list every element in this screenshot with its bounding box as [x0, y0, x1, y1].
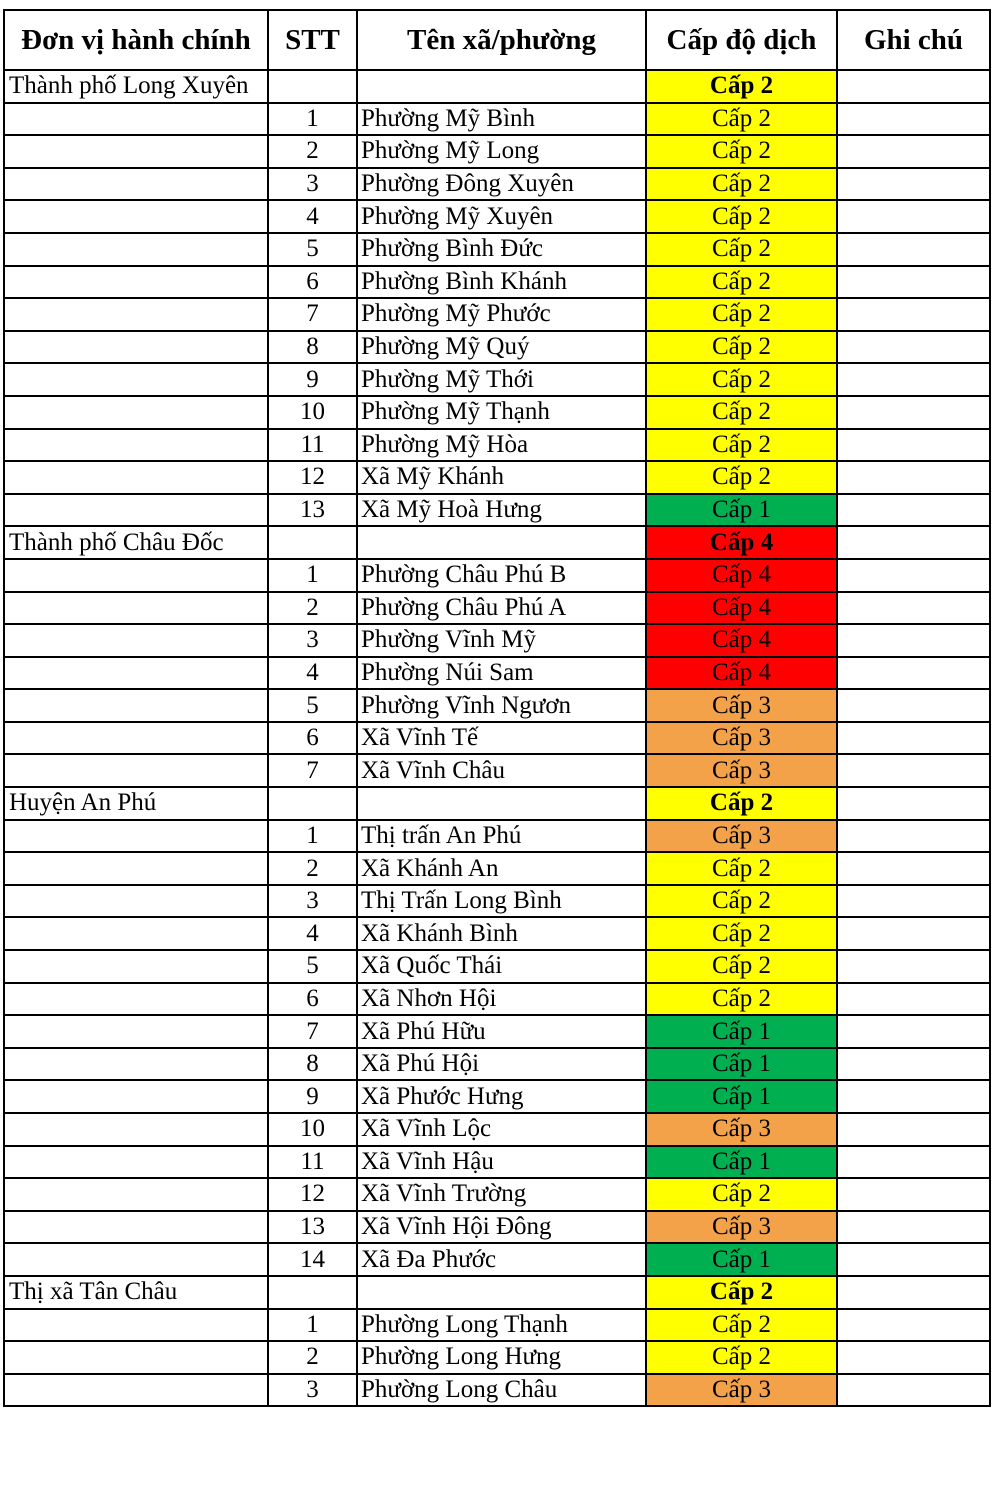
- table-row: [4, 103, 990, 136]
- table-row: [4, 1309, 990, 1342]
- commune-name-cell: Phường Đông Xuyên: [357, 168, 646, 201]
- admin-unit-cell: [4, 331, 268, 364]
- note-cell: [837, 233, 990, 266]
- table-row: [4, 135, 990, 168]
- epidemic-level-cell: Cấp 2: [646, 983, 837, 1016]
- note-cell: [837, 1015, 990, 1048]
- commune-name-cell: Xã Phước Hưng: [357, 1080, 646, 1113]
- table-row: [4, 429, 990, 462]
- epidemic-level-cell: Cấp 4: [646, 592, 837, 625]
- commune-name-cell: Phường Mỹ Xuyên: [357, 200, 646, 233]
- header-row: [4, 10, 990, 70]
- epidemic-level-cell: Cấp 2: [646, 233, 837, 266]
- commune-name-cell: Phường Vĩnh Ngươn: [357, 689, 646, 722]
- commune-name-cell: Phường Vĩnh Mỹ: [357, 624, 646, 657]
- note-cell: [837, 722, 990, 755]
- admin-unit-cell: [4, 1080, 268, 1113]
- commune-name-cell: Xã Nhơn Hội: [357, 983, 646, 1016]
- epidemic-level-cell: Cấp 1: [646, 1243, 837, 1276]
- stt-cell: 5: [268, 950, 357, 983]
- note-cell: [837, 494, 990, 527]
- table-row: [4, 1341, 990, 1374]
- group-row: [4, 526, 990, 559]
- table-row: [4, 363, 990, 396]
- table-row: [4, 1374, 990, 1407]
- commune-name-cell: Phường Mỹ Thạnh: [357, 396, 646, 429]
- admin-unit-cell: [4, 396, 268, 429]
- epidemic-level-cell: Cấp 2: [646, 1309, 837, 1342]
- admin-unit-cell: [4, 298, 268, 331]
- admin-unit-cell: [4, 1146, 268, 1179]
- header-commune-name: Tên xã/phường: [357, 10, 646, 70]
- table-row: [4, 950, 990, 983]
- stt-cell: 3: [268, 885, 357, 918]
- admin-unit-cell: [4, 917, 268, 950]
- table-row: [4, 1178, 990, 1211]
- commune-name-cell: Xã Khánh An: [357, 852, 646, 885]
- table-row: [4, 1015, 990, 1048]
- stt-cell: 7: [268, 1015, 357, 1048]
- admin-unit-cell: [4, 592, 268, 625]
- note-cell: [837, 429, 990, 462]
- table-row: [4, 983, 990, 1016]
- table-row: [4, 592, 990, 625]
- admin-unit-cell: [4, 1309, 268, 1342]
- epidemic-level-cell: Cấp 3: [646, 1374, 837, 1407]
- admin-unit-cell: [4, 1243, 268, 1276]
- commune-name-cell: Phường Bình Khánh: [357, 266, 646, 299]
- epidemic-level-table: [3, 9, 991, 1407]
- admin-unit-cell: [4, 494, 268, 527]
- table-row: [4, 331, 990, 364]
- note-cell: [837, 852, 990, 885]
- epidemic-level-cell: Cấp 2: [646, 885, 837, 918]
- note-cell: [837, 1178, 990, 1211]
- epidemic-level-cell: Cấp 2: [646, 852, 837, 885]
- note-cell: [837, 657, 990, 690]
- note-cell: [837, 103, 990, 136]
- stt-cell: 8: [268, 1048, 357, 1081]
- commune-name-cell: Phường Mỹ Long: [357, 135, 646, 168]
- stt-cell: 12: [268, 461, 357, 494]
- commune-name-cell: Phường Châu Phú A: [357, 592, 646, 625]
- epidemic-level-cell: Cấp 3: [646, 820, 837, 853]
- note-cell: [837, 331, 990, 364]
- epidemic-level-cell: Cấp 2: [646, 168, 837, 201]
- commune-name-cell: [357, 70, 646, 103]
- table-row: [4, 917, 990, 950]
- table-row: [4, 657, 990, 690]
- stt-cell: [268, 70, 357, 103]
- note-cell: [837, 624, 990, 657]
- table-row: [4, 689, 990, 722]
- commune-name-cell: Phường Long Châu: [357, 1374, 646, 1407]
- epidemic-level-cell: Cấp 4: [646, 657, 837, 690]
- admin-unit-cell: [4, 1113, 268, 1146]
- commune-name-cell: Xã Vĩnh Trường: [357, 1178, 646, 1211]
- header-epidemic-level: Cấp độ dịch: [646, 10, 837, 70]
- commune-name-cell: [357, 526, 646, 559]
- epidemic-level-cell: Cấp 2: [646, 70, 837, 103]
- admin-unit-cell: [4, 1211, 268, 1244]
- table-row: [4, 298, 990, 331]
- table-row: [4, 266, 990, 299]
- epidemic-level-cell: Cấp 2: [646, 200, 837, 233]
- note-cell: [837, 983, 990, 1016]
- note-cell: [837, 1113, 990, 1146]
- stt-cell: 1: [268, 1309, 357, 1342]
- commune-name-cell: Phường Mỹ Phước: [357, 298, 646, 331]
- stt-cell: [268, 787, 357, 820]
- commune-name-cell: Xã Vĩnh Lộc: [357, 1113, 646, 1146]
- stt-cell: 4: [268, 200, 357, 233]
- note-cell: [837, 200, 990, 233]
- epidemic-level-cell: Cấp 3: [646, 689, 837, 722]
- commune-name-cell: Phường Mỹ Thới: [357, 363, 646, 396]
- stt-cell: 1: [268, 559, 357, 592]
- epidemic-level-cell: Cấp 2: [646, 396, 837, 429]
- admin-unit-cell: [4, 266, 268, 299]
- note-cell: [837, 917, 990, 950]
- note-cell: [837, 135, 990, 168]
- epidemic-level-cell: Cấp 2: [646, 363, 837, 396]
- epidemic-level-cell: Cấp 3: [646, 1211, 837, 1244]
- note-cell: [837, 1211, 990, 1244]
- epidemic-level-cell: Cấp 2: [646, 1178, 837, 1211]
- header-admin-unit: Đơn vị hành chính: [4, 10, 268, 70]
- note-cell: [837, 298, 990, 331]
- epidemic-level-cell: Cấp 3: [646, 1113, 837, 1146]
- table-row: [4, 820, 990, 853]
- stt-cell: 5: [268, 233, 357, 266]
- stt-cell: 9: [268, 1080, 357, 1113]
- epidemic-level-cell: Cấp 1: [646, 1146, 837, 1179]
- admin-unit-cell: [4, 950, 268, 983]
- stt-cell: 12: [268, 1178, 357, 1211]
- commune-name-cell: [357, 1276, 646, 1309]
- stt-cell: 6: [268, 266, 357, 299]
- commune-name-cell: Phường Mỹ Quý: [357, 331, 646, 364]
- group-row: [4, 787, 990, 820]
- admin-unit-cell: [4, 657, 268, 690]
- note-cell: [837, 559, 990, 592]
- commune-name-cell: Phường Long Hưng: [357, 1341, 646, 1374]
- commune-name-cell: Phường Châu Phú B: [357, 559, 646, 592]
- stt-cell: 11: [268, 429, 357, 462]
- stt-cell: 8: [268, 331, 357, 364]
- note-cell: [837, 70, 990, 103]
- epidemic-level-cell: Cấp 2: [646, 331, 837, 364]
- stt-cell: 2: [268, 592, 357, 625]
- group-row: [4, 70, 990, 103]
- commune-name-cell: Xã Mỹ Khánh: [357, 461, 646, 494]
- stt-cell: [268, 526, 357, 559]
- commune-name-cell: Xã Mỹ Hoà Hưng: [357, 494, 646, 527]
- stt-cell: 6: [268, 722, 357, 755]
- table-row: [4, 885, 990, 918]
- epidemic-level-cell: Cấp 2: [646, 429, 837, 462]
- note-cell: [837, 950, 990, 983]
- epidemic-level-cell: Cấp 3: [646, 754, 837, 787]
- epidemic-level-cell: Cấp 2: [646, 135, 837, 168]
- epidemic-level-cell: Cấp 2: [646, 266, 837, 299]
- note-cell: [837, 787, 990, 820]
- note-cell: [837, 689, 990, 722]
- stt-cell: 6: [268, 983, 357, 1016]
- commune-name-cell: [357, 787, 646, 820]
- header-note: Ghi chú: [837, 10, 990, 70]
- table-body: [4, 70, 990, 1406]
- note-cell: [837, 461, 990, 494]
- stt-cell: 2: [268, 1341, 357, 1374]
- epidemic-level-cell: Cấp 3: [646, 722, 837, 755]
- admin-unit-cell: [4, 363, 268, 396]
- commune-name-cell: Xã Vĩnh Tế: [357, 722, 646, 755]
- admin-unit-cell: [4, 135, 268, 168]
- table-row: [4, 168, 990, 201]
- admin-unit-cell: Thị xã Tân Châu: [4, 1276, 268, 1309]
- admin-unit-cell: Thành phố Long Xuyên: [4, 70, 268, 103]
- epidemic-level-cell: Cấp 4: [646, 624, 837, 657]
- stt-cell: [268, 1276, 357, 1309]
- commune-name-cell: Phường Long Thạnh: [357, 1309, 646, 1342]
- stt-cell: 13: [268, 494, 357, 527]
- stt-cell: 3: [268, 624, 357, 657]
- stt-cell: 9: [268, 363, 357, 396]
- epidemic-level-cell: Cấp 2: [646, 1276, 837, 1309]
- stt-cell: 4: [268, 917, 357, 950]
- note-cell: [837, 1374, 990, 1407]
- note-cell: [837, 396, 990, 429]
- epidemic-level-cell: Cấp 2: [646, 1341, 837, 1374]
- admin-unit-cell: [4, 722, 268, 755]
- stt-cell: 1: [268, 820, 357, 853]
- epidemic-level-sheet: [3, 9, 991, 1407]
- commune-name-cell: Xã Vĩnh Hội Đông: [357, 1211, 646, 1244]
- epidemic-level-cell: Cấp 1: [646, 1048, 837, 1081]
- note-cell: [837, 754, 990, 787]
- commune-name-cell: Thị Trấn Long Bình: [357, 885, 646, 918]
- epidemic-level-cell: Cấp 1: [646, 1015, 837, 1048]
- epidemic-level-cell: Cấp 4: [646, 526, 837, 559]
- admin-unit-cell: [4, 1374, 268, 1407]
- admin-unit-cell: [4, 754, 268, 787]
- stt-cell: 3: [268, 1374, 357, 1407]
- table-row: [4, 494, 990, 527]
- table-row: [4, 396, 990, 429]
- admin-unit-cell: [4, 820, 268, 853]
- table-row: [4, 1211, 990, 1244]
- commune-name-cell: Xã Quốc Thái: [357, 950, 646, 983]
- table-row: [4, 200, 990, 233]
- admin-unit-cell: Huyện An Phú: [4, 787, 268, 820]
- note-cell: [837, 1309, 990, 1342]
- admin-unit-cell: [4, 1048, 268, 1081]
- table-row: [4, 624, 990, 657]
- commune-name-cell: Xã Vĩnh Hậu: [357, 1146, 646, 1179]
- note-cell: [837, 820, 990, 853]
- table-row: [4, 1048, 990, 1081]
- epidemic-level-cell: Cấp 1: [646, 494, 837, 527]
- note-cell: [837, 885, 990, 918]
- table-row: [4, 559, 990, 592]
- stt-cell: 1: [268, 103, 357, 136]
- note-cell: [837, 1341, 990, 1374]
- commune-name-cell: Xã Phú Hội: [357, 1048, 646, 1081]
- stt-cell: 13: [268, 1211, 357, 1244]
- admin-unit-cell: [4, 461, 268, 494]
- admin-unit-cell: Thành phố Châu Đốc: [4, 526, 268, 559]
- admin-unit-cell: [4, 983, 268, 1016]
- stt-cell: 3: [268, 168, 357, 201]
- commune-name-cell: Phường Núi Sam: [357, 657, 646, 690]
- table-row: [4, 1243, 990, 1276]
- admin-unit-cell: [4, 624, 268, 657]
- table-row: [4, 461, 990, 494]
- admin-unit-cell: [4, 689, 268, 722]
- table-row: [4, 233, 990, 266]
- group-row: [4, 1276, 990, 1309]
- admin-unit-cell: [4, 200, 268, 233]
- epidemic-level-cell: Cấp 2: [646, 103, 837, 136]
- stt-cell: 2: [268, 135, 357, 168]
- admin-unit-cell: [4, 885, 268, 918]
- table-row: [4, 754, 990, 787]
- commune-name-cell: Xã Vĩnh Châu: [357, 754, 646, 787]
- table-row: [4, 1080, 990, 1113]
- epidemic-level-cell: Cấp 2: [646, 917, 837, 950]
- stt-cell: 4: [268, 657, 357, 690]
- note-cell: [837, 363, 990, 396]
- stt-cell: 14: [268, 1243, 357, 1276]
- admin-unit-cell: [4, 559, 268, 592]
- epidemic-level-cell: Cấp 2: [646, 298, 837, 331]
- epidemic-level-cell: Cấp 2: [646, 461, 837, 494]
- note-cell: [837, 1048, 990, 1081]
- table-header: [4, 10, 990, 70]
- note-cell: [837, 592, 990, 625]
- commune-name-cell: Xã Phú Hữu: [357, 1015, 646, 1048]
- commune-name-cell: Phường Mỹ Hòa: [357, 429, 646, 462]
- table-row: [4, 722, 990, 755]
- admin-unit-cell: [4, 168, 268, 201]
- commune-name-cell: Phường Mỹ Bình: [357, 103, 646, 136]
- stt-cell: 7: [268, 298, 357, 331]
- admin-unit-cell: [4, 1015, 268, 1048]
- stt-cell: 11: [268, 1146, 357, 1179]
- header-stt: STT: [268, 10, 357, 70]
- stt-cell: 7: [268, 754, 357, 787]
- note-cell: [837, 1243, 990, 1276]
- table-row: [4, 852, 990, 885]
- table-row: [4, 1113, 990, 1146]
- admin-unit-cell: [4, 429, 268, 462]
- note-cell: [837, 1276, 990, 1309]
- commune-name-cell: Xã Khánh Bình: [357, 917, 646, 950]
- epidemic-level-cell: Cấp 4: [646, 559, 837, 592]
- admin-unit-cell: [4, 1178, 268, 1211]
- commune-name-cell: Xã Đa Phước: [357, 1243, 646, 1276]
- commune-name-cell: Thị trấn An Phú: [357, 820, 646, 853]
- epidemic-level-cell: Cấp 2: [646, 787, 837, 820]
- admin-unit-cell: [4, 852, 268, 885]
- note-cell: [837, 1080, 990, 1113]
- epidemic-level-cell: Cấp 2: [646, 950, 837, 983]
- epidemic-level-cell: Cấp 1: [646, 1080, 837, 1113]
- admin-unit-cell: [4, 1341, 268, 1374]
- stt-cell: 10: [268, 396, 357, 429]
- note-cell: [837, 266, 990, 299]
- commune-name-cell: Phường Bình Đức: [357, 233, 646, 266]
- stt-cell: 10: [268, 1113, 357, 1146]
- table-row: [4, 1146, 990, 1179]
- note-cell: [837, 168, 990, 201]
- admin-unit-cell: [4, 233, 268, 266]
- admin-unit-cell: [4, 103, 268, 136]
- note-cell: [837, 1146, 990, 1179]
- stt-cell: 5: [268, 689, 357, 722]
- note-cell: [837, 526, 990, 559]
- stt-cell: 2: [268, 852, 357, 885]
